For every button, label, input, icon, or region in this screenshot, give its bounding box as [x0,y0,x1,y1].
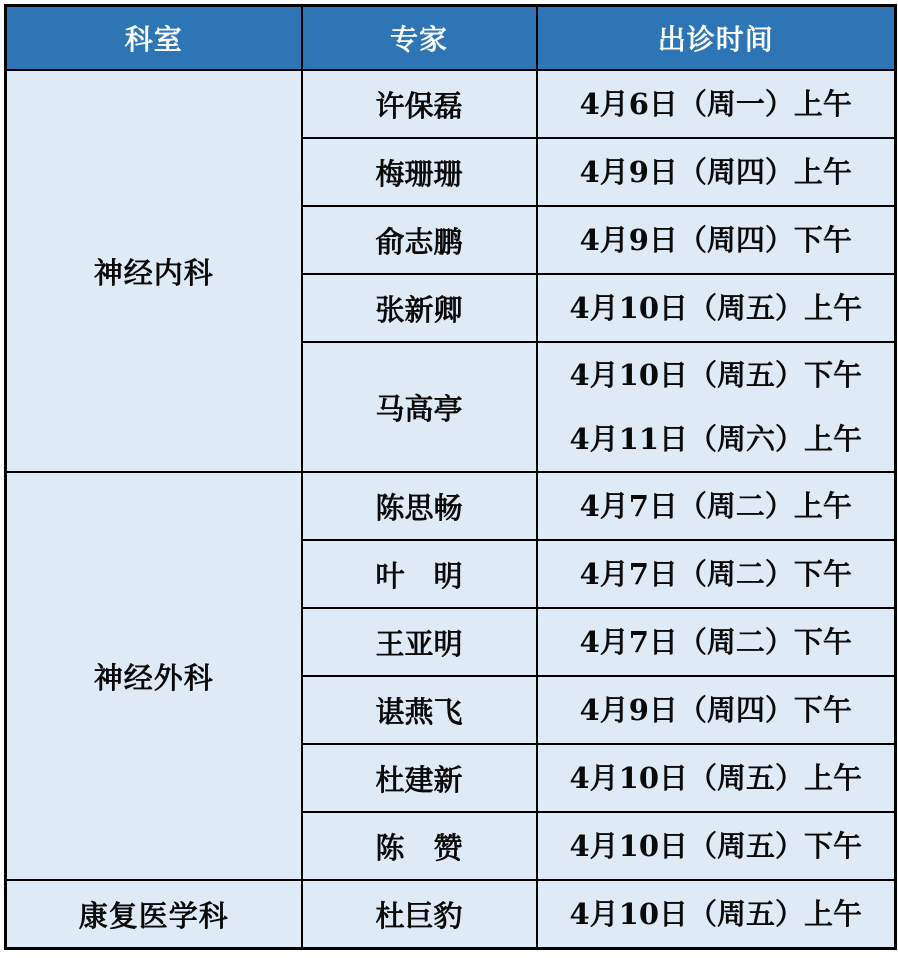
time-cell [537,342,896,472]
time-line: 4月11日（周六）上午 [569,422,863,456]
time-line: 4月9日（周四）下午 [579,693,852,727]
table-row [6,880,896,949]
expert-cell: 王亚明 [302,608,537,676]
expert-cell: 杜巨豹 [302,880,537,949]
header-cell-time: 出诊时间 [537,6,896,71]
time-cell [537,812,896,880]
header-cell-department: 科室 [6,6,302,71]
department-cell: 康复医学科 [6,880,302,949]
time-cell [537,540,896,608]
time-cell [537,676,896,744]
time-cell [537,138,896,206]
expert-cell: 马高亭 [302,342,537,472]
time-cell [537,70,896,138]
expert-cell: 叶 明 [302,540,537,608]
time-line: 4月10日（周五）下午 [569,829,863,863]
time-line: 4月10日（周五）上午 [569,761,863,795]
time-line: 4月7日（周二）下午 [579,557,852,591]
time-line: 4月9日（周四）上午 [579,155,852,189]
time-cell [537,274,896,342]
time-line: 4月6日（周一）上午 [579,87,852,121]
time-line: 4月10日（周五）下午 [569,358,863,392]
expert-cell: 陈思畅 [302,472,537,540]
expert-cell: 梅珊珊 [302,138,537,206]
schedule-table-body [6,70,896,949]
department-cell: 神经内科 [6,70,302,472]
time-cell [537,880,896,949]
time-cell [537,608,896,676]
time-line: 4月10日（周五）上午 [569,897,863,931]
time-line: 4月10日（周五）上午 [569,291,863,325]
expert-cell: 许保磊 [302,70,537,138]
time-cell [537,472,896,540]
expert-cell: 陈 赞 [302,812,537,880]
time-line: 4月7日（周二）上午 [579,489,852,523]
table-row [6,70,896,138]
header-row [6,6,896,71]
time-cell [537,206,896,274]
header-cell-expert: 专家 [302,6,537,71]
table-row [6,472,896,540]
time-cell [537,744,896,812]
time-line: 4月9日（周四）下午 [579,223,852,257]
expert-cell: 俞志鹏 [302,206,537,274]
expert-cell: 张新卿 [302,274,537,342]
department-cell: 神经外科 [6,472,302,880]
time-line: 4月7日（周二）下午 [579,625,852,659]
expert-cell: 谌燕飞 [302,676,537,744]
doctor-schedule-table [4,4,897,950]
expert-cell: 杜建新 [302,744,537,812]
